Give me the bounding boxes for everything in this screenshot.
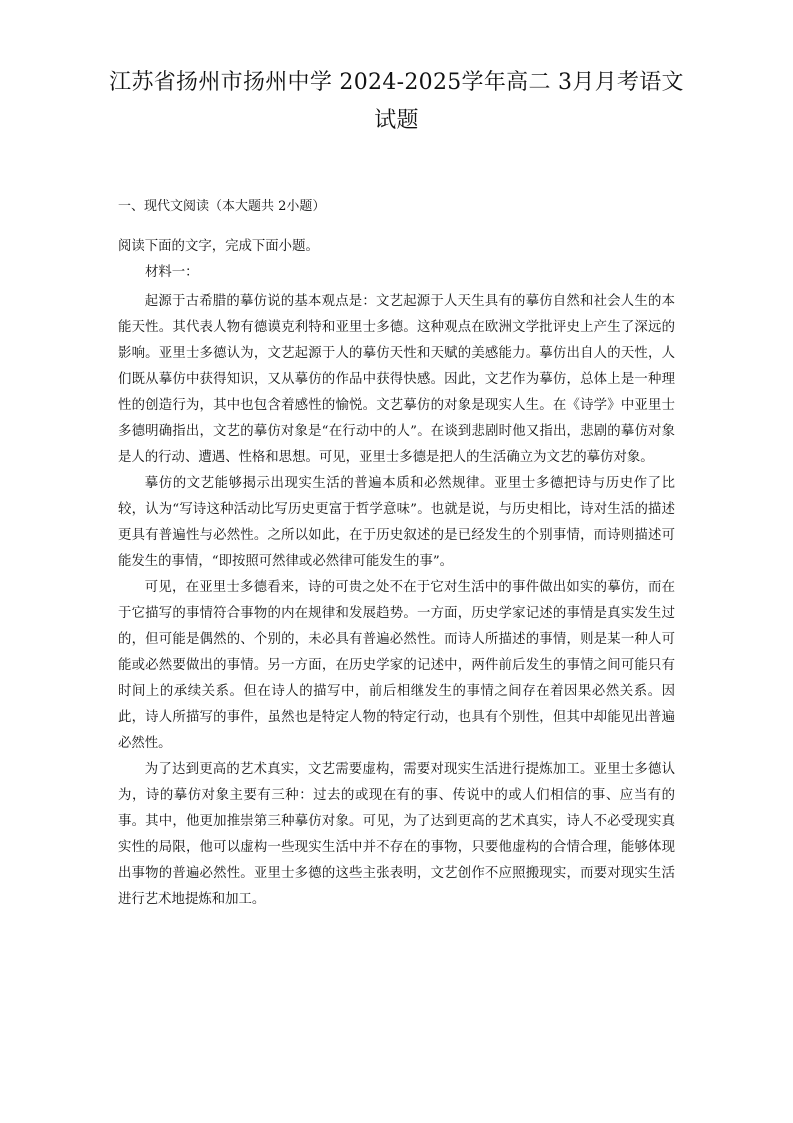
paragraph: 为了达到更高的艺术真实，文艺需要虚构，需要对现实生活进行提炼加工。亚里士多德认为，诗的摹仿对象主要有三种：过去的或现在有的事、传说中的或人们相信的事、应当有的事。其中，他更加推崇第三种摹仿对象。可见，为了达到更高的艺术真实，诗人不必受现实真实性的局限，他可以虚构一些现实生活中并不存在的事物，只要他虚构的合情合理，能够体现出事物的普遍必然性。亚里士多德的这些主张表明，文艺创作不应照搬现实，而要对现实生活进行艺术地提炼和加工。 (118, 762, 675, 907)
section-heading: 一、现代文阅读（本大题共 2小题） (118, 199, 326, 214)
paragraph: 起源于古希腊的摹仿说的基本观点是：文艺起源于人天生具有的摹仿自然和社会人生的本能天性。其代表人物有德谟克利特和亚里士多德。这种观点在欧洲文学批评史上产生了深远的影响。亚里士多德认为，文艺起源于人的摹仿天性和天赋的美感能力。摹仿出自人的天性，人们既从摹仿中获得知识，又从摹仿的作品中获得快感。因此，文艺作为摹仿，总体上是一种理性的创造行为，其中也包含着感性的愉悦。文艺摹仿的对象是现实人生。在《诗学》中亚里士多德明确指出，文艺的摹仿对象是“在行动中的人”。在谈到悲剧时他又指出，悲剧的摹仿对象是人的行动、遭遇、性格和思想。可见，亚里士多德是把人的生活确立为文艺的摹仿对象。 (118, 294, 675, 465)
reading-instruction: 阅读下面的文字，完成下面小题。 (118, 239, 319, 254)
paragraph: 摹仿的文艺能够揭示出现实生活的普遍本质和必然规律。亚里士多德把诗与历史作了比较，认为“写诗这种活动比写历史更富于哲学意味”。也就是说，与历史相比，诗对生活的描述更具有普遍性与必然性。之所以如此，在于历史叙述的是已经发生的个别事情，而诗则描述可能发生的事情，“即按照可然律或必然律可能发生的事”。 (118, 476, 675, 569)
material-label: 材料一： (145, 265, 199, 280)
paragraph: 可见，在亚里士多德看来，诗的可贵之处不在于它对生活中的事件做出如实的摹仿，而在于它描写的事情符合事物的内在规律和发展趋势。一方面，历史学家记述的事情是真实发生过的，但可能是偶然的、个别的，未必具有普遍必然性。而诗人所描述的事情，则是某一种人可能或必然要做出的事情。另一方面，在历史学家的记述中，两件前后发生的事情之间可能只有时间上的承续关系。但在诗人的描写中，前后相继发生的事情之间存在着因果必然关系。因此，诗人所描写的事件，虽然也是特定人物的特定行动，也具有个别性，但其中却能见出普遍必然性。 (118, 580, 675, 751)
material-body (118, 289, 675, 913)
document-title: 江苏省扬州市扬州中学 2024-2025学年高二 3月月考语文试题 (109, 70, 684, 133)
